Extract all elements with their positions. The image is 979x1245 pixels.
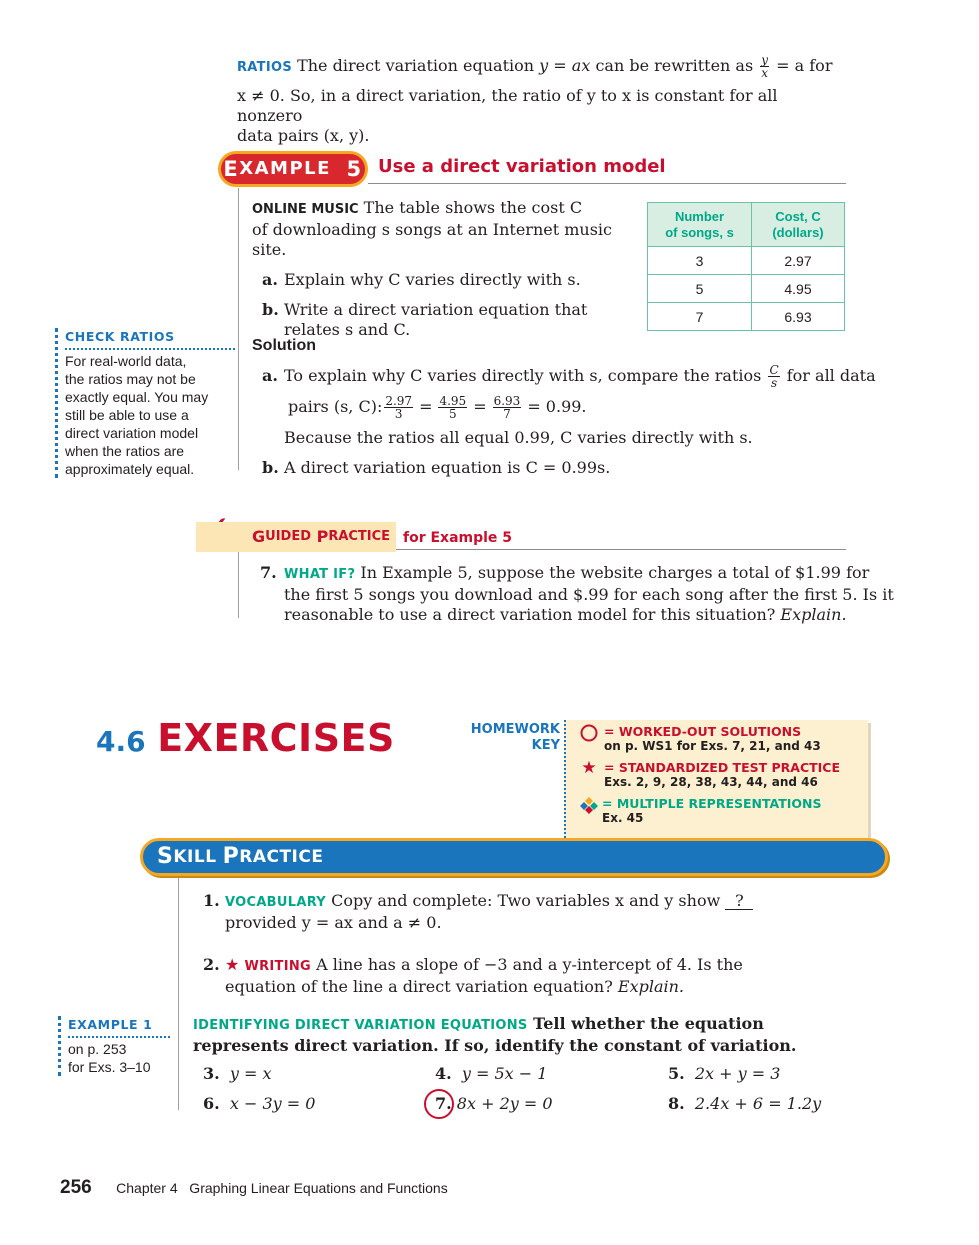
- ratio-fraction: $\frac{4.95}{5}$: [439, 393, 467, 421]
- cost-table: [647, 202, 845, 331]
- section-heading: [96, 716, 395, 768]
- table-header-cost: Cost, C (dollars): [752, 203, 845, 247]
- guided-rule: [396, 549, 846, 550]
- key-row-multiple-rep: = MULTIPLE REPRESENTATIONS Ex. 45: [578, 796, 862, 826]
- exercise-item-3: 3. y = x: [203, 1064, 272, 1083]
- exercise-item-4: 4. y = 5x − 1: [435, 1064, 548, 1083]
- star-icon: ★: [581, 758, 597, 778]
- page-footer: [60, 1178, 448, 1199]
- exercise-item-7: 7. 8x + 2y = 0: [435, 1094, 553, 1113]
- diamonds-icon: [578, 796, 600, 819]
- exercise-1: 1. VOCABULARY Copy and complete: Two variables x and y show ? provided y = ax and a ≠ 0.: [203, 891, 823, 933]
- skill-practice-bar: S KILL P RACTICE: [140, 838, 888, 876]
- table-row: 5 4.95: [648, 275, 845, 303]
- guided-practice-box: G UIDED P RACTICE: [196, 522, 396, 552]
- example-1-reference: EXAMPLE 1 on p. 253 for Exs. 3–10: [58, 1016, 170, 1076]
- vocabulary-label: VOCABULARY: [225, 895, 327, 910]
- key-row-worked-out: = WORKED-OUT SOLUTIONS on p. WS1 for Exs. 7, 21, and 43: [578, 724, 862, 754]
- ratios-label: RATIOS: [237, 60, 292, 75]
- writing-label: WRITING: [244, 959, 311, 974]
- example-5-margin-line: [238, 188, 239, 470]
- exercise-2: 2. ★ WRITING A line has a slope of −3 and a y-intercept of 4. Is the equation of the line a direct variation equation? Explain.: [203, 955, 743, 996]
- key-row-standardized: ★ = STANDARDIZED TEST PRACTICE Exs. 2, 9, 28, 38, 43, 44, and 46: [578, 760, 862, 790]
- guided-for-example: for Example 5: [403, 530, 513, 546]
- example-1-title: EXAMPLE 1: [68, 1016, 170, 1038]
- exercise-item-8: 8. 2.4x + 6 = 1.2y: [668, 1094, 822, 1113]
- homework-key: [564, 720, 868, 838]
- table-row: 7 6.93: [648, 303, 845, 331]
- what-if-label: WHAT IF?: [284, 567, 356, 582]
- online-music-label: ONLINE MUSIC: [252, 202, 359, 217]
- solution-label: Solution: [252, 337, 316, 354]
- chapter-title: Chapter 4 Graphing Linear Equations and Functions: [116, 1180, 448, 1196]
- circle-icon: [578, 724, 600, 747]
- example-5-rule: [368, 183, 846, 184]
- star-icon: ★: [225, 955, 240, 974]
- section-title: EXERCISES: [157, 716, 395, 760]
- exercises-margin-line: [178, 878, 179, 1110]
- section-number: 4.6: [96, 725, 146, 758]
- identifying-label: IDENTIFYING DIRECT VARIATION EQUATIONS: [193, 1018, 528, 1033]
- ratio-fraction: $\frac{6.93}{7}$: [493, 393, 521, 421]
- ratio-fraction: $\frac{2.97}{3}$: [385, 393, 413, 421]
- table-row: 3 2.97: [648, 247, 845, 275]
- guided-exercise-7: 7. WHAT IF? In Example 5, suppose the website charges a total of $1.99 for the first 5 songs you download and $.99 for each song after the first 5. Is it reasonable to use a direct variation model for this situation? Explain.: [260, 563, 894, 624]
- ratio-c-over-s: $\frac{C}{s}$: [769, 362, 779, 390]
- check-ratios-note: CHECK RATIOS For real-world data, the ratios may not be exactly equal. You may still be able to use a direct variation model when the ratios are approximately equal.: [55, 328, 235, 478]
- table-header-songs: Number of songs, s: [648, 203, 752, 247]
- guided-margin-line: [238, 552, 239, 618]
- exercise-item-5: 5. 2x + y = 3: [668, 1064, 781, 1083]
- example-5-intro: ONLINE MUSIC The table shows the cost C of downloading s songs at an Internet music site. a. Explain why C varies directly with s. b. Write a direct variation equation that relates s and C.: [252, 198, 612, 339]
- example-5-pill: E XAMPLE 5: [218, 151, 368, 187]
- check-ratios-title: CHECK RATIOS: [65, 328, 235, 350]
- example-5-title: Use a direct variation model: [378, 156, 666, 177]
- page-number: 256: [60, 1177, 92, 1198]
- homework-key-label: HOMEWORK KEY: [470, 722, 560, 753]
- ratios-paragraph: RATIOS The direct variation equation y = ax can be rewritten as $\frac{y}{x}$ = a for x ≠ 0. So, in a direct variation, the ratio of y to x is constant for all nonzero data pairs (x, y).: [237, 53, 833, 145]
- identifying-instructions: IDENTIFYING DIRECT VARIATION EQUATIONS Tell whether the equation represents direct variation. If so, identify the constant of variation.: [193, 1014, 797, 1055]
- solution-block: Solution a. To explain why C varies directly with s, compare the ratios $\frac{C}{s}$ for all data pairs (s, C): $\frac{2.97}{3}$ = $\frac{4.95}{5}$ = $\frac{6.93}{7}$ = 0.99. Because the ratios all equal 0.99, C varies directly with s. b. A direct variation equation is C = 0.99s.: [252, 337, 876, 477]
- exercise-item-6: 6. x − 3y = 0: [203, 1094, 316, 1113]
- answer-blank: ?: [725, 893, 753, 910]
- ratio-fraction: $\frac{y}{x}$: [761, 53, 769, 80]
